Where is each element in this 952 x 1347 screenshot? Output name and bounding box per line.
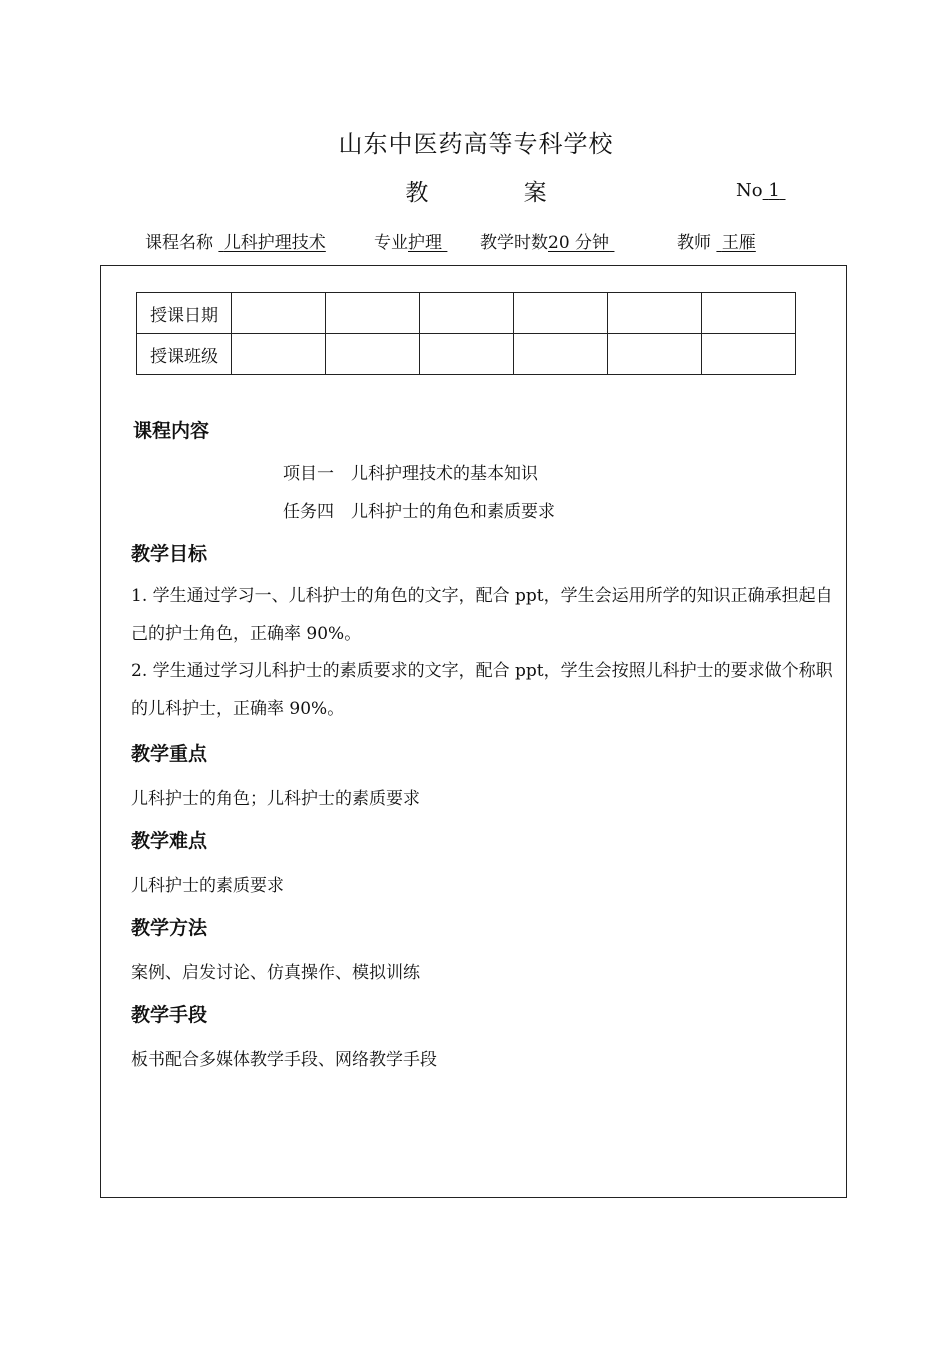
table-cell	[608, 334, 702, 375]
objective-item: 2. 学生通过学习儿科护士的素质要求的文字，配合 ppt，学生会按照儿科护士的要求做个称职的儿科护士，正确率 90%。	[131, 661, 833, 719]
hours-field	[480, 228, 614, 253]
means-text: 板书配合多媒体教学手段、网络教学手段	[131, 1050, 437, 1070]
major-value: 护理	[408, 233, 442, 253]
objectives-heading: 教学目标	[131, 543, 208, 565]
difficulties-text: 儿科护士的素质要求	[131, 876, 284, 896]
key-points-heading: 教学重点	[131, 743, 208, 765]
content-task: 任务四 儿科护士的角色和素质要求	[283, 502, 555, 522]
class-row-label: 授课班级	[137, 334, 232, 375]
table-cell	[232, 293, 326, 334]
major-label: 专业	[374, 233, 408, 253]
teacher-value: 王雁	[721, 233, 756, 253]
course-name-field	[145, 228, 326, 253]
course-value: 儿科护理技术	[223, 233, 326, 253]
means-heading: 教学手段	[131, 1004, 208, 1026]
hours-label: 教学时数	[480, 233, 548, 253]
schedule-table	[136, 292, 796, 375]
number-value: 1	[768, 180, 780, 201]
table-row	[137, 334, 796, 375]
course-label: 课程名称	[145, 233, 213, 253]
teacher-field	[677, 228, 756, 253]
hours-value: 20 分钟	[548, 233, 610, 253]
methods-heading: 教学方法	[131, 917, 208, 939]
table-cell	[702, 293, 796, 334]
table-cell	[326, 334, 420, 375]
major-field	[374, 228, 447, 253]
table-cell	[232, 334, 326, 375]
key-points-text: 儿科护士的角色；儿科护士的素质要求	[131, 789, 420, 809]
table-cell	[608, 293, 702, 334]
table-cell	[420, 334, 514, 375]
table-cell	[420, 293, 514, 334]
teacher-label: 教师	[677, 233, 711, 253]
date-row-label: 授课日期	[137, 293, 232, 334]
methods-text: 案例、启发讨论、仿真操作、模拟训练	[131, 963, 420, 983]
document-title: 教 案	[405, 180, 591, 206]
lesson-plan-frame	[100, 265, 847, 1198]
number-label: No	[736, 180, 763, 201]
content-project: 项目一 儿科护理技术的基本知识	[283, 464, 538, 484]
school-name: 山东中医药高等专科学校	[338, 130, 614, 158]
table-cell	[514, 334, 608, 375]
difficulties-heading: 教学难点	[131, 830, 208, 852]
table-cell	[514, 293, 608, 334]
objective-item: 1. 学生通过学习一、儿科护士的角色的文字，配合 ppt，学生会运用所学的知识正确承担起自己的护士角色，正确率 90%。	[131, 586, 833, 644]
table-row	[137, 293, 796, 334]
table-cell	[702, 334, 796, 375]
content-heading: 课程内容	[133, 420, 210, 442]
document-number	[736, 180, 786, 201]
table-cell	[326, 293, 420, 334]
